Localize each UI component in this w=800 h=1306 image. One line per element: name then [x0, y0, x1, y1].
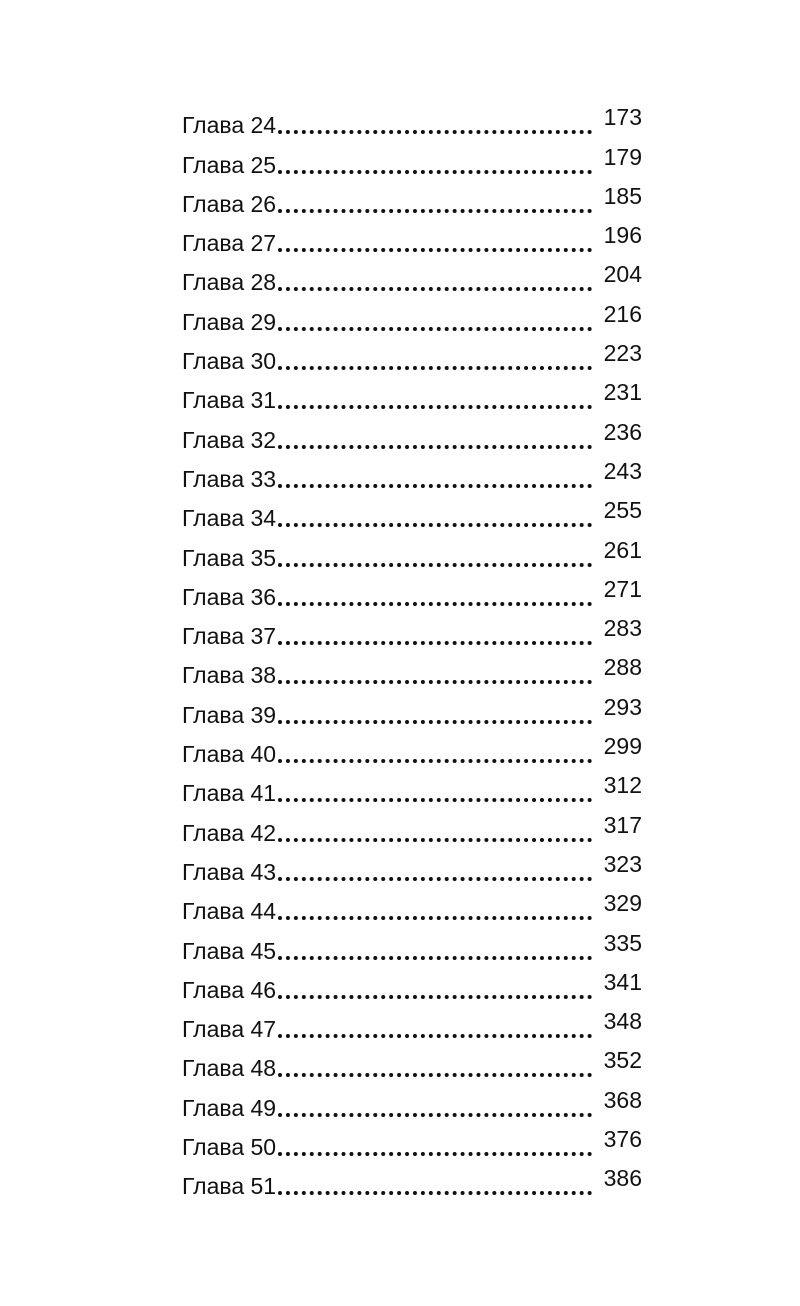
toc-entry-page: 236	[603, 418, 642, 445]
toc-entry	[182, 373, 642, 412]
toc-leader-dots	[278, 1152, 592, 1156]
toc-entry	[182, 727, 642, 766]
toc-entry-label: Глава 34	[182, 505, 277, 532]
toc-leader-dots	[278, 798, 592, 802]
toc-entry-label: Глава 51	[182, 1173, 277, 1200]
toc-entry-label: Глава 29	[182, 308, 277, 335]
toc-leader-dots	[278, 838, 592, 842]
toc-entry	[182, 923, 642, 962]
toc-entry	[182, 1041, 642, 1080]
toc-leader-dots	[278, 130, 592, 134]
toc-leader-dots	[278, 287, 592, 291]
toc-entry-page: 271	[603, 575, 642, 602]
toc-entry-page: 255	[603, 497, 642, 524]
toc-leader-dots	[278, 641, 592, 645]
toc-leader-dots	[278, 680, 592, 684]
toc-entry	[182, 884, 642, 923]
toc-entry-page: 185	[603, 182, 642, 209]
toc-entry-page: 223	[603, 340, 642, 367]
toc-entry-label: Глава 24	[182, 112, 277, 139]
toc-entry	[182, 766, 642, 805]
toc-entry-page: 196	[603, 222, 642, 249]
toc-entry-label: Глава 38	[182, 662, 277, 689]
toc-entry	[182, 98, 642, 137]
toc-entry-page: 261	[603, 536, 642, 563]
toc-entry-page: 348	[603, 1008, 642, 1035]
toc-entry	[182, 294, 642, 333]
toc-entry	[182, 1080, 642, 1119]
toc-entry	[182, 1002, 642, 1041]
toc-entry-label: Глава 40	[182, 741, 277, 768]
toc-entry-page: 329	[603, 890, 642, 917]
toc-leader-dots	[278, 1073, 592, 1077]
toc-entry	[182, 334, 642, 373]
toc-entry-label: Глава 37	[182, 623, 277, 650]
toc-entry	[182, 1159, 642, 1198]
toc-entry-page: 243	[603, 457, 642, 484]
toc-entry	[182, 530, 642, 569]
toc-entry-page: 312	[603, 772, 642, 799]
toc-leader-dots	[278, 248, 592, 252]
toc-entry-page: 299	[603, 733, 642, 760]
toc-entry-label: Глава 41	[182, 780, 277, 807]
toc-entry-label: Глава 45	[182, 937, 277, 964]
toc-entry	[182, 1120, 642, 1159]
toc-entry-label: Глава 35	[182, 544, 277, 571]
toc-entry-page: 317	[603, 811, 642, 838]
toc-leader-dots	[278, 1191, 592, 1195]
toc-leader-dots	[278, 209, 592, 213]
toc-leader-dots	[278, 956, 592, 960]
toc-entry-page: 376	[603, 1126, 642, 1153]
toc-leader-dots	[278, 327, 592, 331]
toc-entry	[182, 216, 642, 255]
toc-entry-page: 179	[603, 143, 642, 170]
toc-leader-dots	[278, 563, 592, 567]
toc-entry	[182, 570, 642, 609]
toc-entry-label: Глава 44	[182, 898, 277, 925]
toc-entry-label: Глава 27	[182, 230, 277, 257]
toc-entry	[182, 177, 642, 216]
toc-leader-dots	[278, 877, 592, 881]
toc-entry	[182, 491, 642, 530]
toc-entry-page: 335	[603, 929, 642, 956]
toc-leader-dots	[278, 445, 592, 449]
table-of-contents	[182, 98, 642, 1198]
toc-entry-page: 341	[603, 968, 642, 995]
toc-leader-dots	[278, 1034, 592, 1038]
toc-entry-label: Глава 49	[182, 1094, 277, 1121]
toc-entry-page: 386	[603, 1165, 642, 1192]
toc-entry-page: 216	[603, 300, 642, 327]
toc-leader-dots	[278, 720, 592, 724]
toc-entry-page: 323	[603, 850, 642, 877]
toc-entry-page: 293	[603, 693, 642, 720]
toc-entry-label: Глава 31	[182, 387, 277, 414]
toc-leader-dots	[278, 602, 592, 606]
toc-entry	[182, 805, 642, 844]
toc-entry	[182, 687, 642, 726]
toc-entry	[182, 609, 642, 648]
toc-entry-page: 283	[603, 615, 642, 642]
toc-entry-label: Глава 48	[182, 1055, 277, 1082]
toc-entry-label: Глава 43	[182, 858, 277, 885]
toc-entry-label: Глава 26	[182, 190, 277, 217]
toc-entry-label: Глава 47	[182, 1016, 277, 1043]
toc-entry	[182, 648, 642, 687]
toc-entry-label: Глава 36	[182, 583, 277, 610]
toc-entry	[182, 137, 642, 176]
toc-leader-dots	[278, 523, 592, 527]
toc-entry	[182, 255, 642, 294]
toc-entry	[182, 845, 642, 884]
toc-entry	[182, 963, 642, 1002]
toc-leader-dots	[278, 170, 592, 174]
toc-entry-label: Глава 46	[182, 976, 277, 1003]
toc-entry-page: 288	[603, 654, 642, 681]
toc-entry-page: 173	[603, 104, 642, 131]
toc-entry-page: 204	[603, 261, 642, 288]
toc-entry-page: 231	[603, 379, 642, 406]
toc-entry-label: Глава 25	[182, 151, 277, 178]
toc-entry	[182, 452, 642, 491]
toc-entry-label: Глава 50	[182, 1134, 277, 1161]
toc-entry-label: Глава 39	[182, 701, 277, 728]
toc-entry-label: Глава 28	[182, 269, 277, 296]
toc-leader-dots	[278, 759, 592, 763]
toc-leader-dots	[278, 1113, 592, 1117]
toc-leader-dots	[278, 366, 592, 370]
toc-entry-page: 352	[603, 1047, 642, 1074]
toc-leader-dots	[278, 484, 592, 488]
toc-entry-label: Глава 33	[182, 465, 277, 492]
toc-entry-page: 368	[603, 1086, 642, 1113]
toc-leader-dots	[278, 995, 592, 999]
toc-entry	[182, 412, 642, 451]
toc-leader-dots	[278, 405, 592, 409]
toc-entry-label: Глава 32	[182, 426, 277, 453]
toc-entry-label: Глава 30	[182, 348, 277, 375]
toc-entry-label: Глава 42	[182, 819, 277, 846]
toc-leader-dots	[278, 916, 592, 920]
